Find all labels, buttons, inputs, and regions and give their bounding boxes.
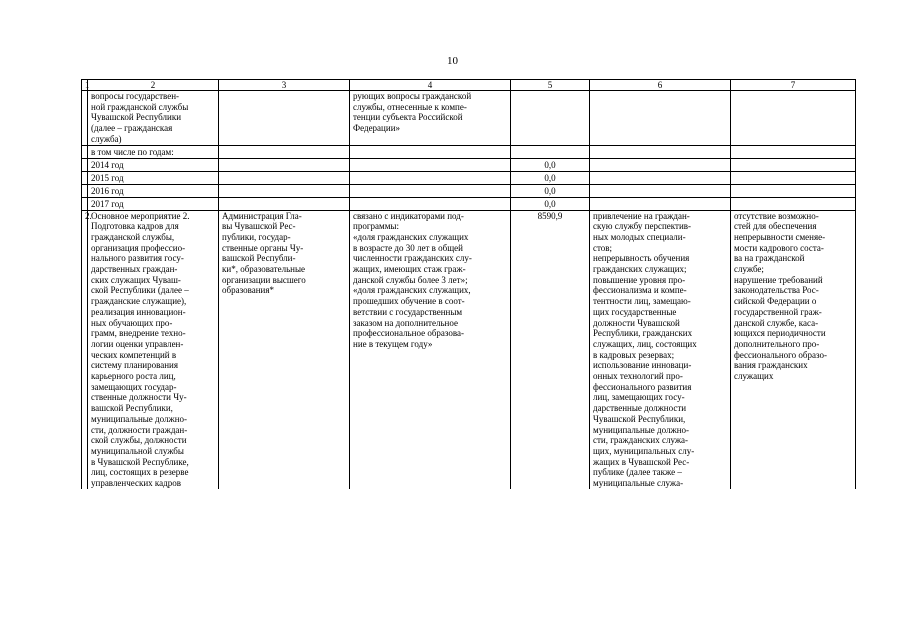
table-cell <box>219 145 350 158</box>
continuation-col2-text: вопросы государствен- ной гражданской службы Чувашской Республики (далее – гражданская служба) <box>88 91 219 146</box>
page-number: 10 <box>447 55 458 67</box>
table-cell <box>219 171 350 184</box>
table-cell <box>219 197 350 210</box>
years-label-row <box>82 145 856 158</box>
main-measure-row <box>82 210 856 489</box>
header-cell-7: 7 <box>731 80 856 91</box>
year-row <box>82 171 856 184</box>
table-cell <box>511 91 590 146</box>
table-cell <box>219 158 350 171</box>
table-cell <box>590 158 731 171</box>
table-cell <box>350 184 511 197</box>
consequences-text: отсутствие возможно- стей для обеспечения непрерывности сменяе- мости кадрового соста- ва на гражданской службе; нарушение требований законодательства Рос- сийской Федерации о государственной граж- данской службе, каса- ющихся периодичности дополнительного про- фессионального образо- вания гражданских служащих <box>731 210 856 489</box>
funding-amount: 8590,9 <box>511 210 590 489</box>
table-cell <box>350 171 511 184</box>
responsible-executor: Администрация Гла- вы Чувашской Рес- публики, государ- ственные органы Чу- вашской Республи- ки*, образовательные организации высшего образования* <box>219 210 350 489</box>
table-cell <box>590 184 731 197</box>
year-label: 2017 год <box>88 197 219 210</box>
header-cell-2: 2 <box>88 80 219 91</box>
header-cell-5: 5 <box>511 80 590 91</box>
header-cell-3: 3 <box>219 80 350 91</box>
table-cell <box>511 145 590 158</box>
table-cell <box>590 171 731 184</box>
year-value: 0,0 <box>511 158 590 171</box>
table-cell <box>731 184 856 197</box>
continuation-row <box>82 91 856 146</box>
table-cell <box>731 171 856 184</box>
table-cell <box>731 145 856 158</box>
year-value: 0,0 <box>511 171 590 184</box>
table-cell <box>350 158 511 171</box>
row-number: 2. <box>82 210 88 489</box>
year-value: 0,0 <box>511 197 590 210</box>
measures-table <box>81 79 856 489</box>
year-label: 2015 год <box>88 171 219 184</box>
year-row <box>82 158 856 171</box>
table-cell <box>731 197 856 210</box>
table-cell <box>590 197 731 210</box>
table-cell <box>219 91 350 146</box>
expected-results: привлечение на граждан- скую службу перспектив- ных молодых специали- стов; непрерывность обучения гражданских служащих; повышение уровня про- фессионализма и компе- тентности лиц, замещаю- щих государственные должности Чувашской Республики, гражданских служащих, лиц, состоящих в кадровых резервах; использование инноваци- онных технологий про- фессионального развития лиц, замещающих госу- дарственные должности Чувашской Республики, муниципальные должно- сти, гражданских служа- щих, муниципальных слу- жащих в Чувашской Рес- публике (далее также – муниципальные служа- <box>590 210 731 489</box>
header-cell-6: 6 <box>590 80 731 91</box>
year-row <box>82 184 856 197</box>
continuation-col4-text: рующих вопросы гражданской службы, отнесенные к компе- тенции субъекта Российской Федерации» <box>350 91 511 146</box>
table-cell <box>731 91 856 146</box>
year-value: 0,0 <box>511 184 590 197</box>
table-cell <box>350 197 511 210</box>
table-cell <box>731 158 856 171</box>
indicator-link: связано с индикаторами под- программы: «доля гражданских служащих в возрасте до 30 лет в общей численности гражданских слу- жащих, имеющих стаж граж- данской службы более 3 лет»; «доля гражданских служащих, прошедших обучение в соот- ветствии с государственным заказом на дополнительное профессиональное образова- ние в текущем году» <box>350 210 511 489</box>
year-label: 2016 год <box>88 184 219 197</box>
table-cell <box>219 184 350 197</box>
year-label: 2014 год <box>88 158 219 171</box>
years-label: в том числе по годам: <box>88 145 219 158</box>
table-cell <box>350 145 511 158</box>
header-cell-4: 4 <box>350 80 511 91</box>
table-cell <box>590 145 731 158</box>
table-cell <box>590 91 731 146</box>
measure-description: Основное мероприятие 2. Подготовка кадров для гражданской службы, организация профессио- нального развития госу- дарственных граждан- ских служащих Чуваш- ской Республики (далее – гражданские служащие), реализация инновацион- ных обучающих про- грамм, внедрение техно- логии оценки управлен- ческих компетенций в систему планирования карьерного роста лиц, замещающих государ- ственные должности Чу- вашской Республики, муниципальные должно- сти, должности граждан- ской службы, должности муниципальной службы в Чувашской Республике, лиц, состоящих в резерве управленческих кадров <box>88 210 219 489</box>
header-cell-1: 1 <box>82 80 88 91</box>
year-row <box>82 197 856 210</box>
header-row <box>82 80 856 91</box>
